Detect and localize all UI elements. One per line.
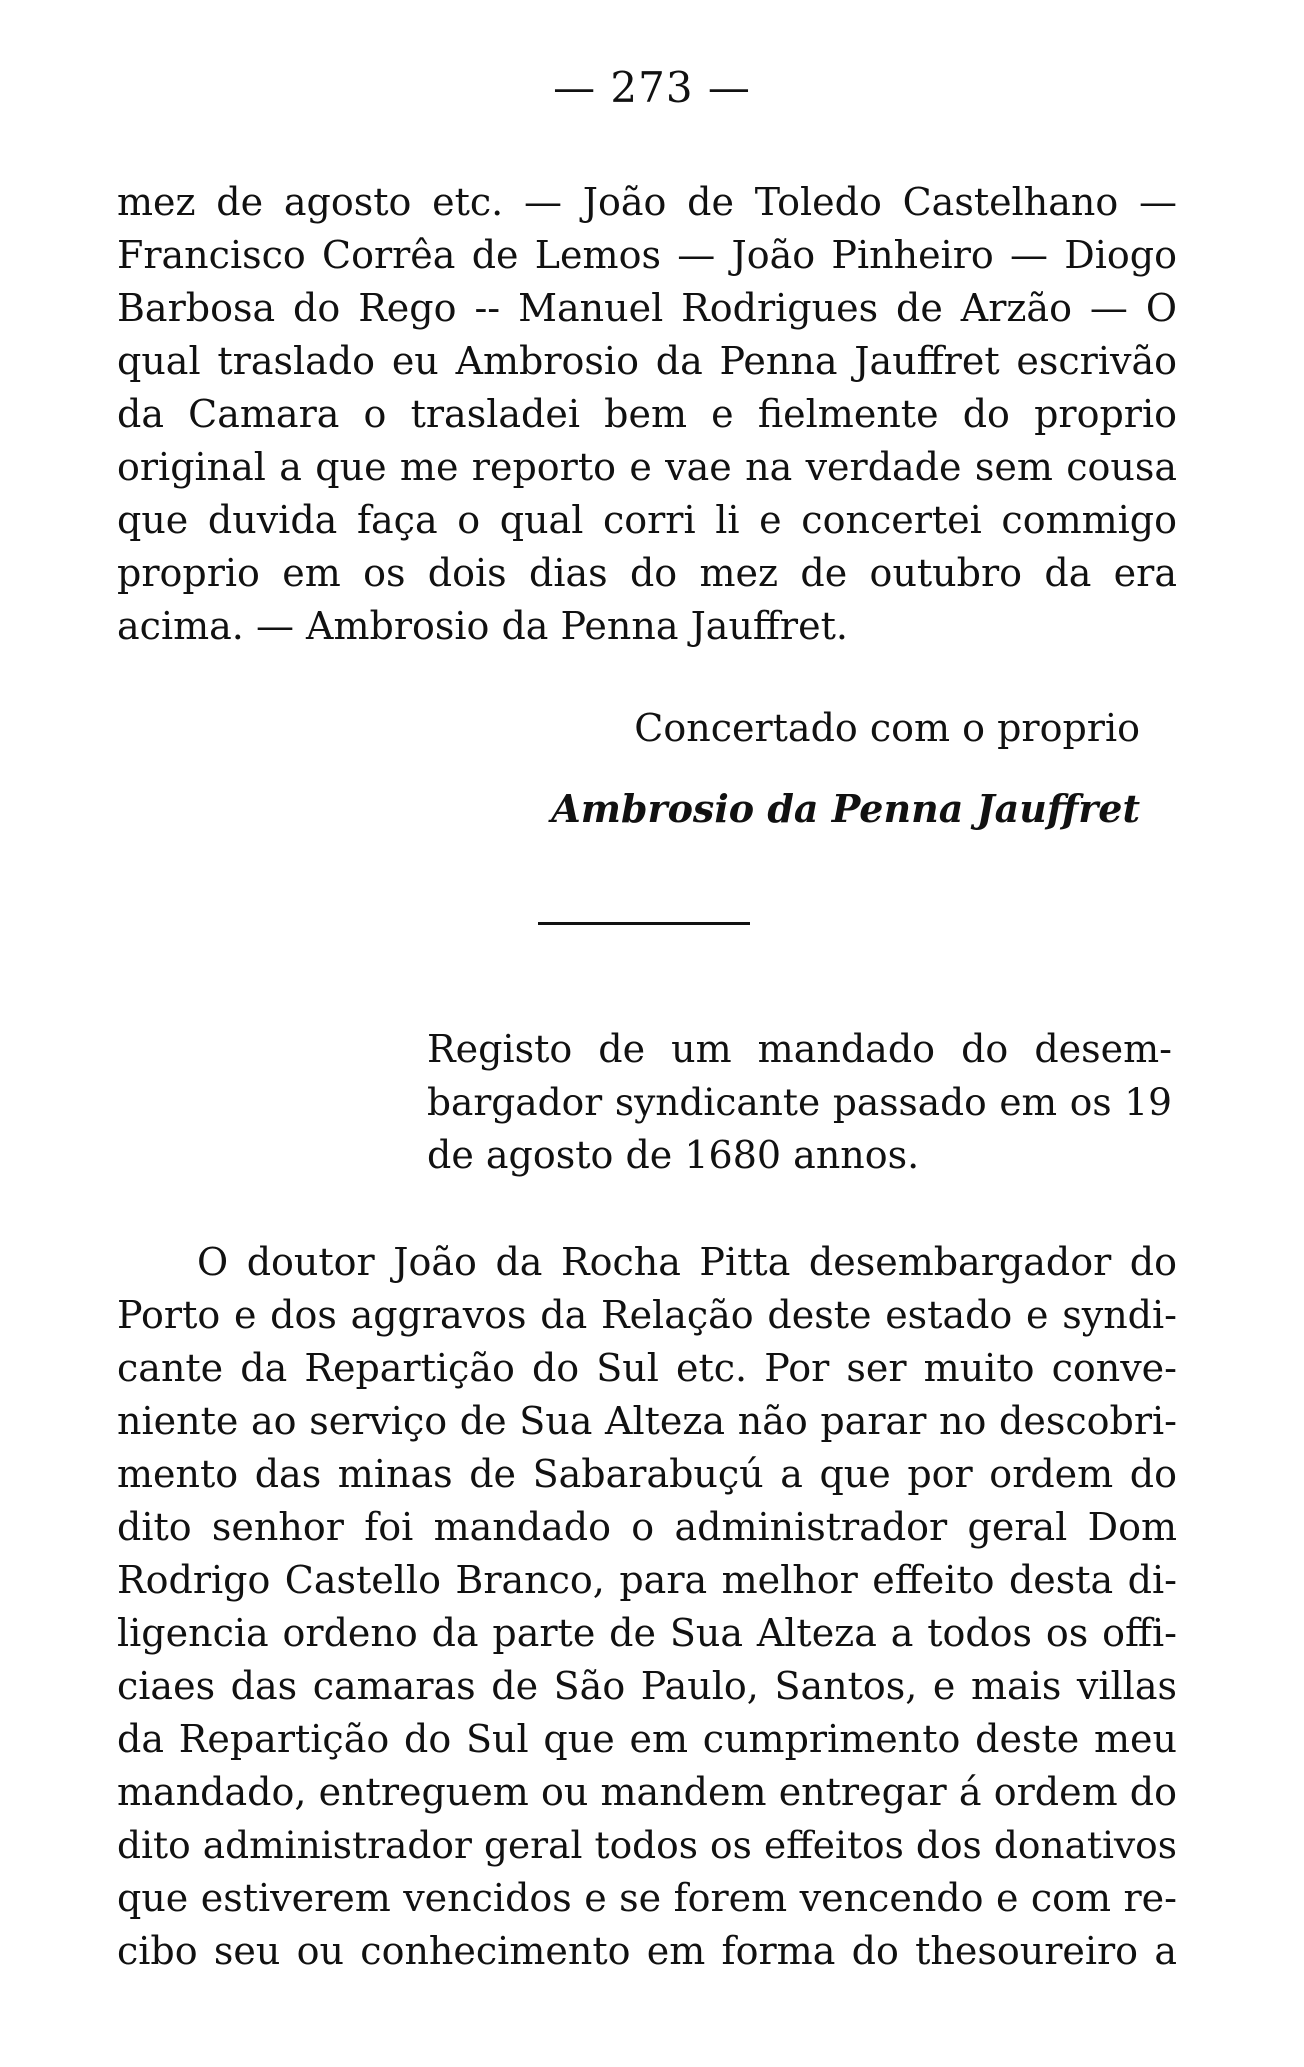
paragraph-line: cibo seu ou conhecimento em forma do thesoureiro a [117,1929,1177,1973]
signature-name: Ambrosio da Penna Jauffret [551,786,1140,831]
paragraph-line: acima. — Ambrosio da Penna Jauffret. [117,604,848,648]
paragraph-line: dito administrador geral todos os effeitos dos donativos [117,1823,1177,1867]
paragraph-line: O doutor João da Rocha Pitta desembargador do [197,1240,1177,1284]
paragraph-line: cante da Repartição do Sul etc. Por ser muito conve- [117,1346,1177,1390]
paragraph-line: niente ao serviço de Sua Alteza não parar no descobri- [117,1399,1177,1443]
section-heading [427,1023,1172,1182]
paragraph-line: Porto e dos aggravos da Relação deste estado e syndi- [117,1293,1177,1337]
section-divider [538,922,750,925]
paragraph-line: mez de agosto etc. — João de Toledo Castelhano — [117,180,1177,224]
paragraph-line: dito senhor foi mandado o administrador geral Dom [117,1505,1177,1549]
heading-line: de agosto de 1680 annos. [427,1133,920,1177]
paragraph-line: Rodrigo Castello Branco, para melhor effeito desta di- [117,1558,1177,1602]
heading-line: Registo de um mandado do desem- [427,1027,1172,1071]
paragraph-line: mandado, entreguem ou mandem entregar á ordem do [117,1770,1177,1814]
heading-line: bargador syndicante passado em os 19 [427,1080,1172,1124]
paragraph-line: Francisco Corrêa de Lemos — João Pinheiro — Diogo [117,233,1177,277]
paragraph-line: da Repartição do Sul que em cumprimento deste meu [117,1717,1177,1761]
signature-line: Concertado com o proprio [634,706,1140,750]
paragraph-line: original a que me reporto e vae na verdade sem cousa [117,445,1177,489]
paragraph-line: proprio em os dois dias do mez de outubro da era [117,551,1177,595]
paragraph-2 [117,1236,1177,1978]
paragraph-line: qual traslado eu Ambrosio da Penna Jauffret escrivão [117,339,1177,383]
paragraph-1 [117,176,1177,653]
paragraph-line: que duvida faça o qual corri li e concertei commigo [117,498,1177,542]
paragraph-line: mento das minas de Sabarabuçú a que por ordem do [117,1452,1177,1496]
paragraph-line: da Camara o trasladei bem e fielmente do proprio [117,392,1177,436]
signature-block [0,702,1140,835]
paragraph-line: ligencia ordeno da parte de Sua Alteza a todos os offi- [117,1611,1177,1655]
paragraph-line: ciaes das camaras de São Paulo, Santos, e mais villas [117,1664,1177,1708]
paragraph-line: Barbosa do Rego -- Manuel Rodrigues de Arzão — O [117,286,1177,330]
paragraph-line: que estiverem vencidos e se forem vencendo e com re- [117,1876,1177,1920]
page-number: — 273 — [553,63,751,112]
